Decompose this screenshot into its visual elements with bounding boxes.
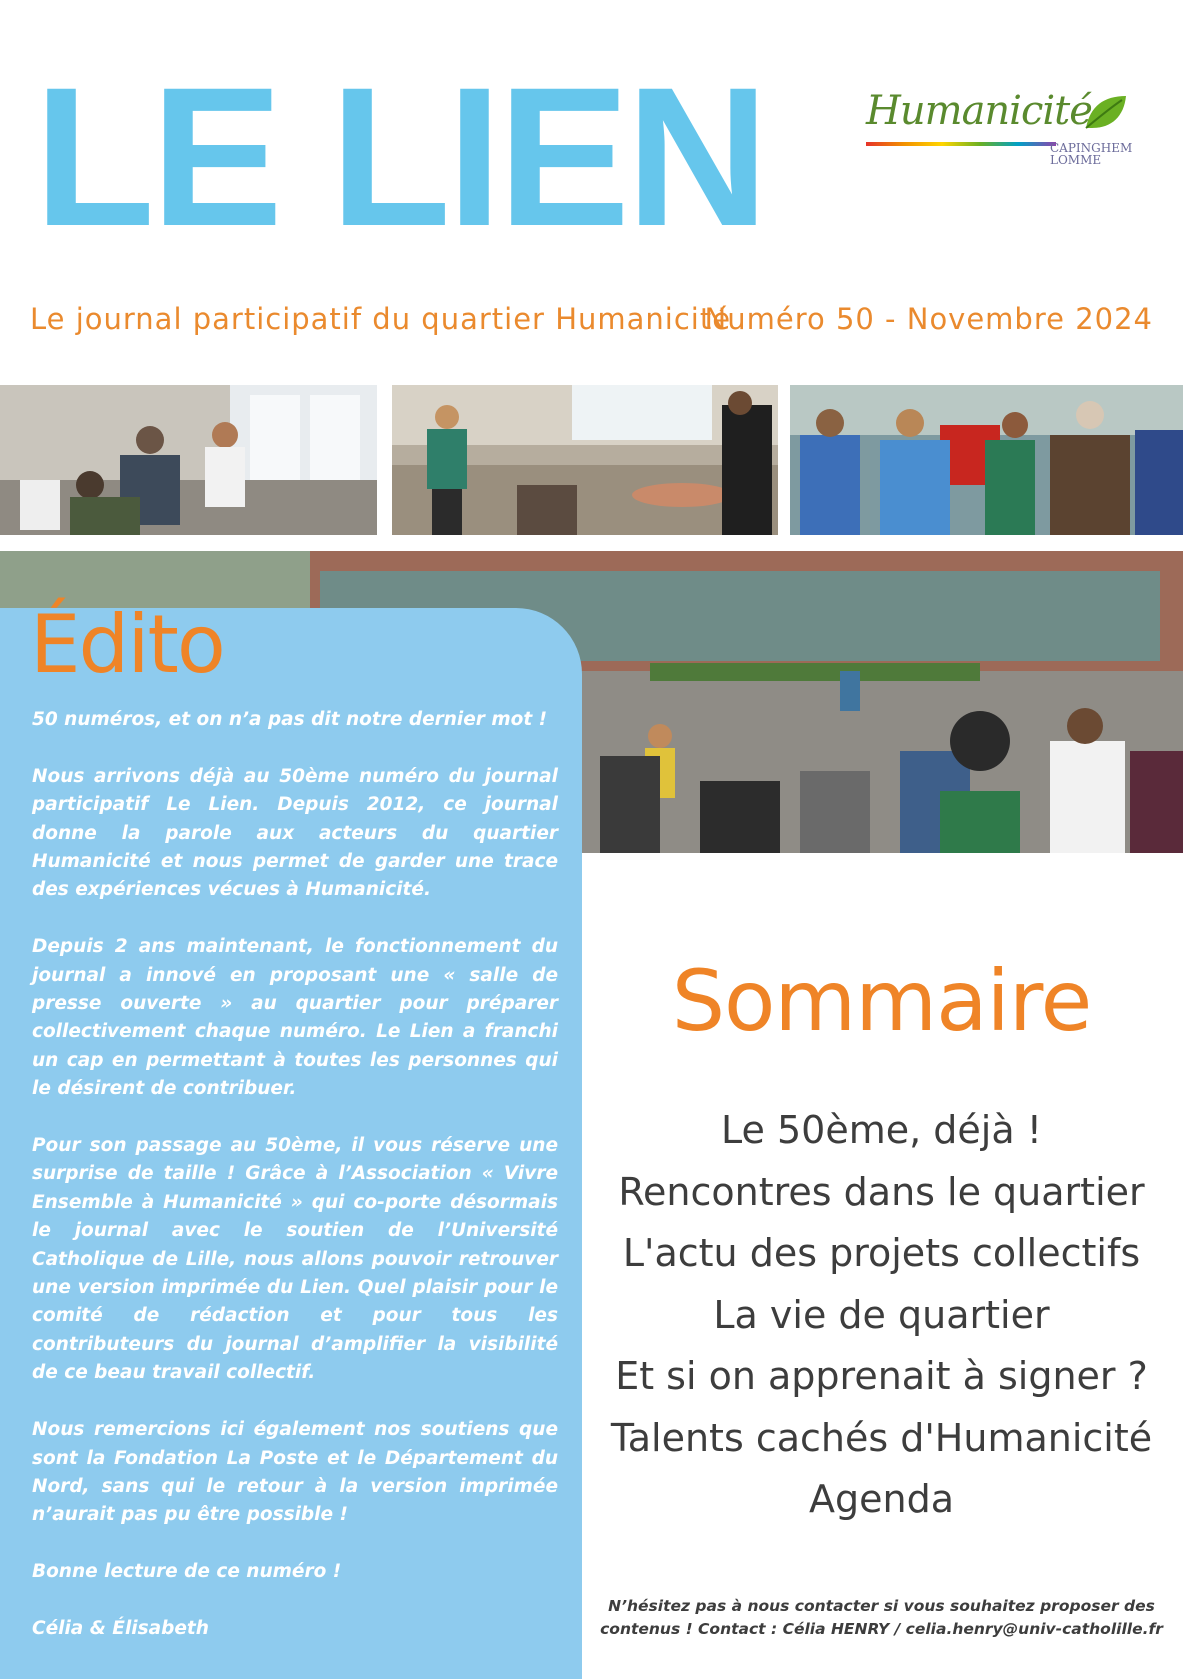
sommaire-item[interactable]: Agenda [809, 1477, 954, 1521]
sommaire-title: Sommaire [671, 952, 1092, 1050]
logo-place-line1: CAPINGHEM [1050, 141, 1133, 155]
sommaire-list [590, 1100, 1173, 1531]
sommaire-item[interactable]: L'actu des projets collectifs [622, 1231, 1141, 1275]
edito-paragraph: Nous remercions ici également nos soutiens que sont la Fondation La Poste et le Département du Nord, sans qui le retour à la version imprimée n’aurait pas pu être possible ! [32, 1419, 558, 1526]
journal-subtitle: Le journal participatif du quartier Humanicité [30, 302, 732, 336]
logo-place [1050, 142, 1132, 166]
contact-line: N’hésitez pas à nous contacter si vous souhaitez proposer des [608, 1597, 1155, 1615]
edito-paragraph: 50 numéros, et on n’a pas dit notre dernier mot ! [32, 709, 548, 730]
photo-hall-meeting [392, 385, 778, 535]
sommaire-item[interactable]: Et si on apprenait à signer ? [615, 1354, 1148, 1398]
edito-body [32, 706, 558, 1672]
sommaire-item[interactable]: Le 50ème, déjà ! [721, 1108, 1042, 1152]
logo-rainbow-bar [866, 142, 1056, 146]
leaf-icon [1082, 92, 1130, 132]
edito-paragraph: Bonne lecture de ce numéro ! [32, 1561, 342, 1583]
contact-note [590, 1595, 1173, 1641]
photo-indoor-desk [0, 385, 377, 535]
edito-paragraph: Nous arrivons déjà au 50ème numéro du journal participatif Le Lien. Depuis 2012, ce journal donne la parole aux acteurs du quartier Humanicité et nous permet de garder une trace des expériences vécues à Humanicité. [32, 765, 558, 901]
logo-place-line2: LOMME [1050, 153, 1102, 167]
masthead-title: LE LIEN [34, 46, 766, 267]
photo-outdoor-group [790, 385, 1183, 535]
edito-paragraph: Depuis 2 ans maintenant, le fonctionnement du journal a innové en proposant une « salle de presse ouverte » au quartier pour préparer collectivement chaque numéro. Le Lien a franchi un cap en permettant à toutes les personnes qui le désirent de contribuer. [32, 936, 558, 1100]
logo-wordmark: Humanicité [866, 88, 1092, 134]
edito-signature: Célia & Élisabeth [32, 1617, 209, 1639]
issue-number: Numéro 50 - Novembre 2024 [704, 302, 1153, 336]
edito-title: Édito [30, 598, 224, 691]
sommaire-item[interactable]: Talents cachés d'Humanicité [610, 1415, 1153, 1460]
sommaire-item[interactable]: La vie de quartier [713, 1292, 1050, 1337]
sommaire-item[interactable]: Rencontres dans le quartier [618, 1169, 1145, 1214]
humanicite-logo [860, 86, 1140, 166]
contact-line[interactable]: contenus ! Contact : Célia HENRY / celia.henry@univ-catholille.fr [600, 1620, 1163, 1638]
edito-paragraph: Pour son passage au 50ème, il vous réserve une surprise de taille ! Grâce à l’Association « Vivre Ensemble à Humanicité » qui co-porte désormais le journal avec le soutien de l’Université Catholique de Lille, nous allons pouvoir retrouver une version imprimée du Lien. Quel plaisir pour le comité de rédaction et pour tous les contributeurs du journal d’amplifier la visibilité de ce beau travail collectif. [32, 1135, 558, 1384]
